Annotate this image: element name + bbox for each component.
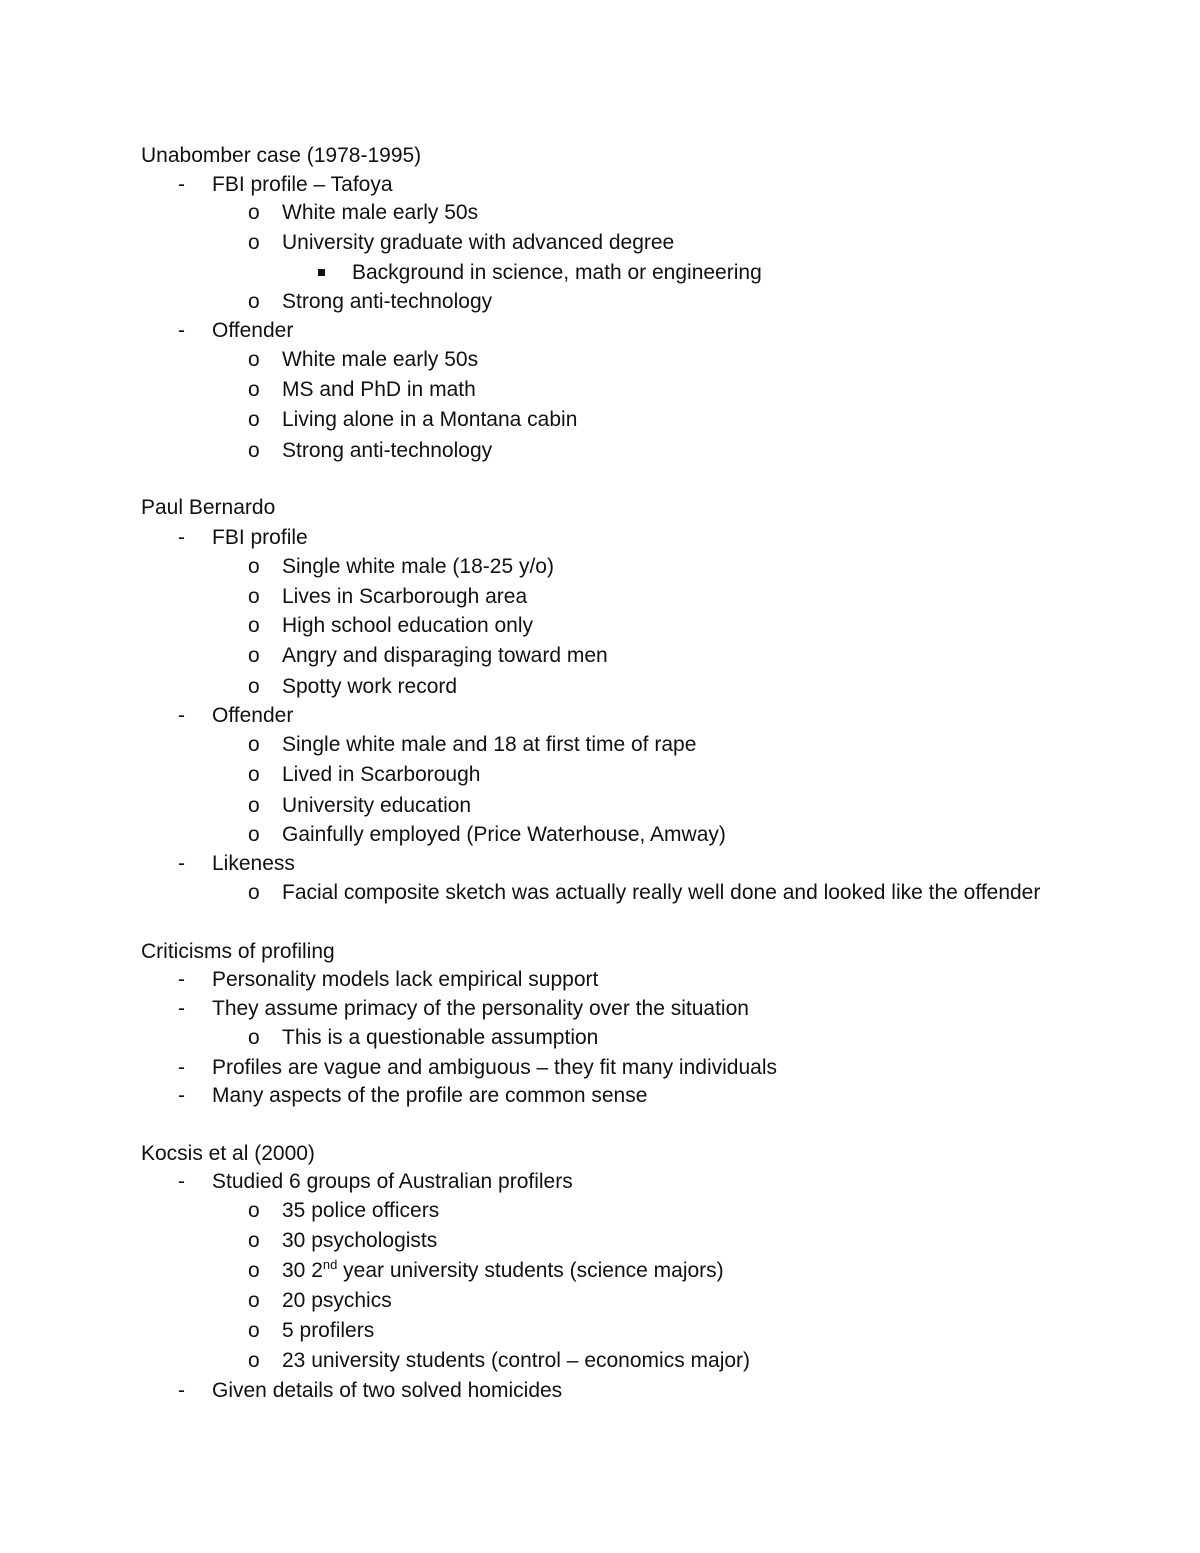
circle-bullet: o bbox=[248, 1319, 260, 1342]
list-item: FBI profile bbox=[212, 526, 308, 549]
circle-bullet: o bbox=[248, 585, 260, 608]
circle-bullet: o bbox=[248, 201, 260, 224]
dash-bullet: - bbox=[178, 1379, 185, 1402]
circle-bullet: o bbox=[248, 231, 260, 254]
list-item: Studied 6 groups of Australian profilers bbox=[212, 1170, 573, 1193]
circle-bullet: o bbox=[248, 1289, 260, 1312]
dash-bullet: - bbox=[178, 852, 185, 875]
circle-bullet: o bbox=[248, 1026, 260, 1049]
section-heading: Unabomber case (1978-1995) bbox=[141, 144, 422, 167]
dash-bullet: - bbox=[178, 997, 185, 1020]
list-item: FBI profile – Tafoya bbox=[212, 173, 393, 196]
list-item: 35 police officers bbox=[282, 1199, 440, 1222]
circle-bullet: o bbox=[248, 733, 260, 756]
list-item: White male early 50s bbox=[282, 201, 479, 224]
list-item: Profiles are vague and ambiguous – they fit many individuals bbox=[212, 1056, 777, 1079]
list-item bbox=[282, 1257, 724, 1285]
dash-bullet: - bbox=[178, 1084, 185, 1107]
list-item: University graduate with advanced degree bbox=[282, 231, 675, 254]
circle-bullet: o bbox=[248, 408, 260, 431]
list-item: MS and PhD in math bbox=[282, 378, 476, 401]
list-item: Lives in Scarborough area bbox=[282, 585, 528, 608]
section-heading: Paul Bernardo bbox=[141, 496, 276, 519]
list-item: Strong anti-technology bbox=[282, 290, 493, 313]
list-item: Living alone in a Montana cabin bbox=[282, 408, 578, 431]
circle-bullet: o bbox=[248, 348, 260, 371]
list-item: Spotty work record bbox=[282, 675, 458, 698]
list-item: Offender bbox=[212, 704, 294, 727]
circle-bullet: o bbox=[248, 881, 260, 904]
list-item: Personality models lack empirical support bbox=[212, 968, 599, 991]
list-item: Single white male (18-25 y/o) bbox=[282, 555, 554, 578]
list-item-text: year university students (science majors) bbox=[337, 1259, 724, 1282]
list-item: 20 psychics bbox=[282, 1289, 392, 1312]
list-item: Given details of two solved homicides bbox=[212, 1379, 563, 1402]
circle-bullet: o bbox=[248, 439, 260, 462]
dash-bullet: - bbox=[178, 173, 185, 196]
circle-bullet: o bbox=[248, 675, 260, 698]
dash-bullet: - bbox=[178, 1056, 185, 1079]
list-item: Many aspects of the profile are common sense bbox=[212, 1084, 648, 1107]
circle-bullet: o bbox=[248, 1199, 260, 1222]
list-item: 30 psychologists bbox=[282, 1229, 438, 1252]
list-item: This is a questionable assumption bbox=[282, 1026, 599, 1049]
circle-bullet: o bbox=[248, 290, 260, 313]
circle-bullet: o bbox=[248, 614, 260, 637]
list-item: 23 university students (control – economics major) bbox=[282, 1349, 751, 1372]
circle-bullet: o bbox=[248, 378, 260, 401]
dash-bullet: - bbox=[178, 1170, 185, 1193]
list-item: Single white male and 18 at first time of rape bbox=[282, 733, 697, 756]
list-item: Facial composite sketch was actually really well done and looked like the offender bbox=[282, 881, 1041, 904]
ordinal-superscript: nd bbox=[322, 1257, 338, 1272]
circle-bullet: o bbox=[248, 644, 260, 667]
list-item: White male early 50s bbox=[282, 348, 479, 371]
list-item: Likeness bbox=[212, 852, 295, 875]
list-item: Gainfully employed (Price Waterhouse, Amway) bbox=[282, 823, 726, 846]
circle-bullet: o bbox=[248, 823, 260, 846]
circle-bullet: o bbox=[248, 763, 260, 786]
dash-bullet: - bbox=[178, 968, 185, 991]
circle-bullet: o bbox=[248, 794, 260, 817]
circle-bullet: o bbox=[248, 1229, 260, 1252]
list-item: They assume primacy of the personality over the situation bbox=[212, 997, 749, 1020]
circle-bullet: o bbox=[248, 555, 260, 578]
circle-bullet: o bbox=[248, 1259, 260, 1282]
dash-bullet: - bbox=[178, 319, 185, 342]
list-item: Background in science, math or engineering bbox=[352, 261, 762, 284]
dash-bullet: - bbox=[178, 704, 185, 727]
dash-bullet: - bbox=[178, 526, 185, 549]
circle-bullet: o bbox=[248, 1349, 260, 1372]
section-heading: Kocsis et al (2000) bbox=[141, 1142, 315, 1165]
square-bullet-icon bbox=[318, 269, 325, 276]
list-item: Angry and disparaging toward men bbox=[282, 644, 608, 667]
list-item: Strong anti-technology bbox=[282, 439, 493, 462]
list-item-text: 30 2 bbox=[282, 1259, 323, 1282]
list-item: 5 profilers bbox=[282, 1319, 375, 1342]
list-item: Lived in Scarborough bbox=[282, 763, 481, 786]
list-item: High school education only bbox=[282, 614, 533, 637]
list-item: University education bbox=[282, 794, 472, 817]
list-item: Offender bbox=[212, 319, 294, 342]
section-heading: Criticisms of profiling bbox=[141, 940, 335, 963]
